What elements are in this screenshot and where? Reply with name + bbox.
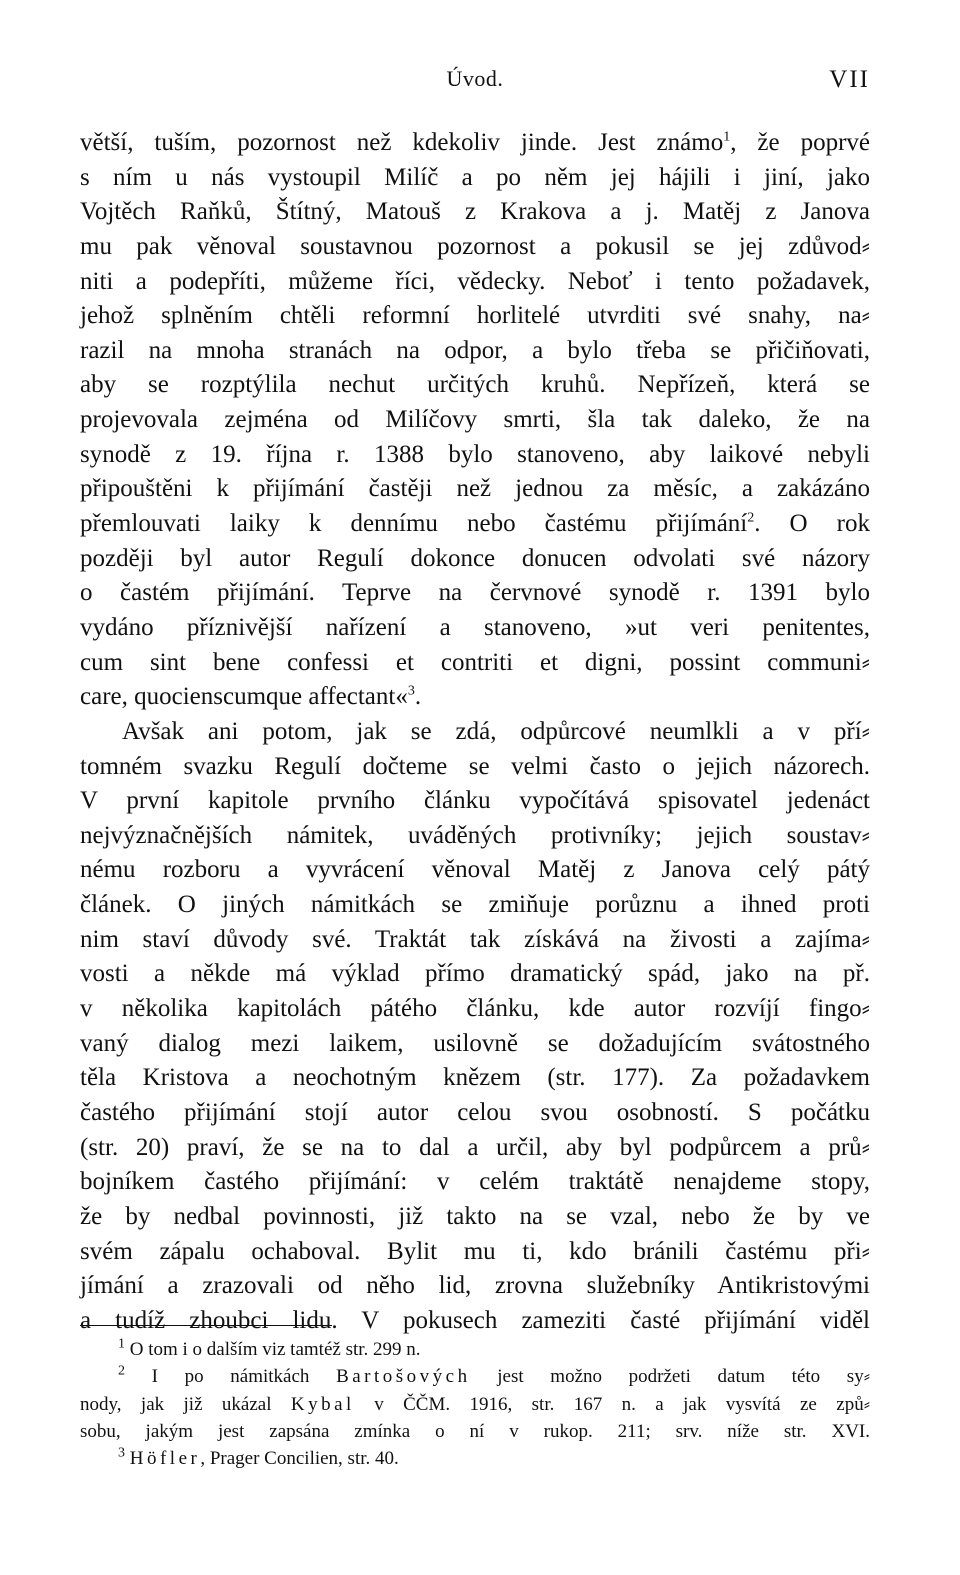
author-name: Bartošových bbox=[336, 1366, 471, 1388]
text-line: vaný dialog mezi laikem, usilovně se dožadujícím svátostného bbox=[80, 1029, 870, 1057]
footnote-mark: 2 bbox=[118, 1363, 125, 1379]
text-line: tomném svazku Regulí dočteme se velmi často o jejich názorech. bbox=[80, 752, 870, 780]
running-header bbox=[80, 66, 870, 100]
text-line: nejvýznačnějších námitek, uváděných protivníky; jejich soustav⸗ bbox=[80, 821, 870, 849]
text-line: těla Kristova a neochotným knězem (str. 177). Za požadavkem bbox=[80, 1064, 870, 1092]
footnote-1 bbox=[80, 1336, 870, 1363]
text-line: nim staví důvody své. Traktát tak získává na živosti a zajíma⸗ bbox=[80, 925, 870, 953]
text-line: o častém přijímání. Teprve na červnové synodě r. 1391 bylo bbox=[80, 579, 870, 607]
page-number: VII bbox=[829, 66, 870, 93]
footnote-ref: 3 bbox=[407, 683, 415, 699]
text-line: bojníkem častého přijímání: v celém traktátě nenajdeme stopy, bbox=[80, 1168, 870, 1196]
footnote-2 bbox=[80, 1363, 870, 1390]
paragraph-start: Avšak ani potom, jak se zdá, odpůrcové neumlkli a v pří⸗ bbox=[122, 717, 870, 745]
text-line: nému rozboru a vyvrácení věnoval Matěj z Janova celý pátý bbox=[80, 856, 870, 884]
text-line: vosti a někde má výklad přímo dramatický spád, jako na př. bbox=[80, 960, 870, 988]
text-line: projevovala zejména od Milíčovy smrti, šla tak daleko, že na bbox=[80, 406, 870, 434]
footnote-mark: 3 bbox=[118, 1445, 125, 1461]
text-line: cum sint bene confessi et contriti et digni, possint communi⸗ bbox=[80, 648, 870, 676]
text-line: v několika kapitolách pátého článku, kde autor rozvíjí fingo⸗ bbox=[80, 995, 870, 1023]
footnote-3 bbox=[80, 1445, 870, 1472]
text-line bbox=[80, 680, 870, 715]
text-line bbox=[80, 126, 870, 161]
footnote-text: jest možno podržeti datum této sy⸗ bbox=[497, 1366, 871, 1388]
footnote-text: , Prager Concilien, str. 40. bbox=[200, 1448, 399, 1470]
running-title: Úvod. bbox=[446, 66, 504, 91]
text-run: . bbox=[414, 683, 422, 711]
text-line: vydáno příznivější nařízení a stanoveno, »ut veri penitentes, bbox=[80, 613, 870, 641]
footnotes bbox=[80, 1336, 870, 1472]
text-line: V první kapitole prvního článku vypočítává spisovatel jedenáct bbox=[80, 787, 870, 815]
text-line: později byl autor Regulí dokonce donucen odvolati své názory bbox=[80, 544, 870, 572]
footnote-text: I po námitkách bbox=[151, 1366, 310, 1388]
text-line: že by nedbal povinnosti, již takto na se vzal, nebo že by ve bbox=[80, 1202, 870, 1230]
text-run: přemlouvati laiky k dennímu nebo častému přijímání bbox=[80, 510, 748, 538]
text-line: častého přijímání stojí autor celou svou osobností. S počátku bbox=[80, 1098, 870, 1126]
footnote-text: nody, jak již ukázal bbox=[80, 1393, 272, 1415]
text-line: článek. O jiných námitkách se zmiňuje porůznu a ihned proti bbox=[80, 891, 870, 919]
footnote-ref: 2 bbox=[747, 510, 755, 526]
footnote-mark: 1 bbox=[118, 1336, 125, 1352]
footnote-text: v ČČM. 1916, str. 167 n. a jak vysvítá ze způ⸗ bbox=[374, 1393, 871, 1415]
footnote-2-cont: sobu, jakým jest zapsána zmínka o ní v rukop. 211; srv. níže str. XVI. bbox=[80, 1420, 870, 1442]
text-run: , že poprvé bbox=[730, 129, 870, 156]
text-line: synodě z 19. října r. 1388 bylo stanoveno, aby laikové nebyli bbox=[80, 440, 870, 468]
author-name: Kybal bbox=[290, 1393, 355, 1415]
text-line: niti a podepříti, můžeme říci, vědecky. Neboť i tento požadavek, bbox=[80, 267, 870, 295]
text-line: mu pak věnoval soustavnou pozornost a pokusil se jej zdůvod⸗ bbox=[80, 232, 870, 260]
text-line: a tudíž zhoubci lidu. V pokusech zameziti časté přijímání viděl bbox=[80, 1306, 870, 1334]
text-line: Vojtěch Raňků, Štítný, Matouš z Krakova a j. Matěj z Janova bbox=[80, 198, 870, 226]
text-run: . O rok bbox=[754, 510, 870, 538]
text-run: care, quocienscumque affectant« bbox=[80, 683, 408, 711]
text-line: aby se rozptýlila nechut určitých kruhů. Nepřízeň, která se bbox=[80, 371, 870, 399]
footnote-text: O tom i o dalším viz tamtéž str. 299 n. bbox=[129, 1339, 421, 1360]
text-line: razil na mnoha stranách na odpor, a bylo třeba se přičiňovati, bbox=[80, 336, 870, 364]
text-run: větší, tuším, pozornost než kdekoliv jinde. Jest známo bbox=[80, 129, 724, 156]
text-line: připouštěni k přijímání častěji než jednou za měsíc, a zakázáno bbox=[80, 475, 870, 503]
text-line: jímání a zrazovali od něho lid, zrovna služebníky Antikristovými bbox=[80, 1272, 870, 1300]
text-line: s ním u nás vystoupil Milíč a po něm jej hájili i jiní, jako bbox=[80, 163, 870, 191]
text-line: svém zápalu ochaboval. Bylit mu ti, kdo bránili častému při⸗ bbox=[80, 1237, 870, 1265]
footnote-2-cont bbox=[80, 1391, 870, 1418]
text-line: jehož splněním chtěli reformní horlitelé utvrditi své snahy, na⸗ bbox=[80, 302, 870, 330]
author-name: Höfler bbox=[129, 1448, 201, 1470]
footnote-ref: 1 bbox=[723, 129, 731, 145]
body-text bbox=[80, 126, 870, 1338]
text-line bbox=[80, 507, 870, 542]
text-line: (str. 20) praví, že se na to dal a určil, aby byl podpůrcem a prů⸗ bbox=[80, 1133, 870, 1161]
footnote-separator bbox=[80, 1325, 332, 1326]
